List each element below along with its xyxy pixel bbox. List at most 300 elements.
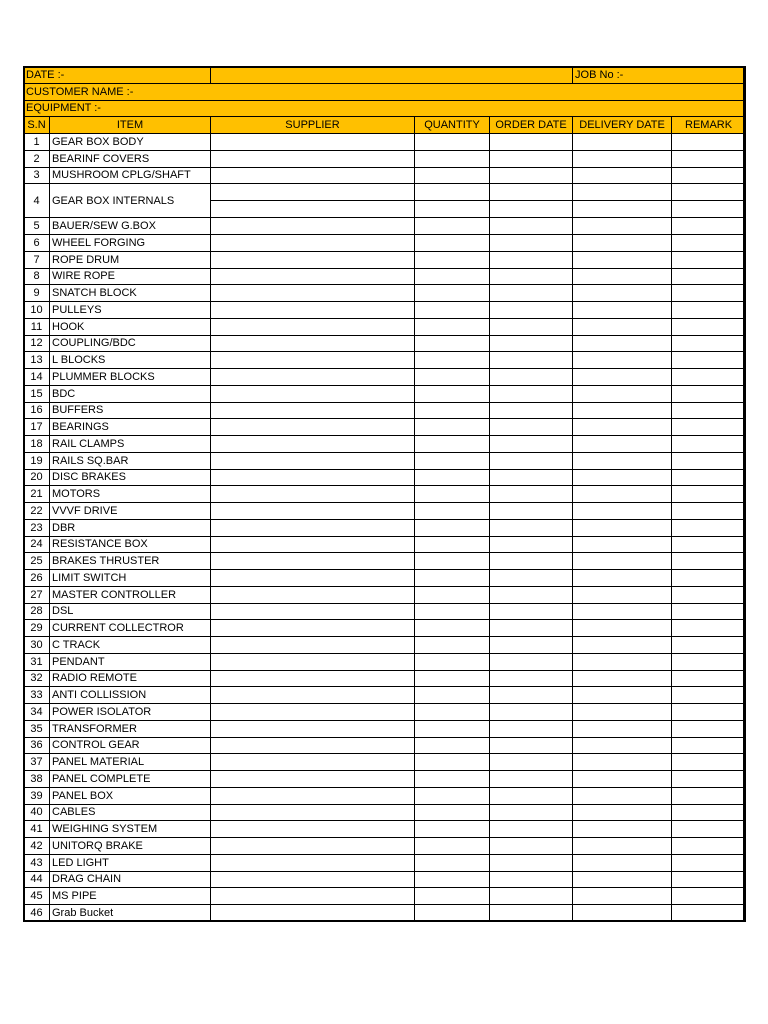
row-delivery-date-cell[interactable]: [573, 586, 672, 603]
row-remark-cell[interactable]: [672, 536, 746, 553]
row-item: PLUMMER BLOCKS: [50, 369, 211, 386]
row-delivery-date-cell[interactable]: [573, 687, 672, 704]
row-remark-cell[interactable]: [672, 804, 746, 821]
row-quantity-cell[interactable]: [415, 469, 490, 486]
row-order-date-cell[interactable]: [490, 218, 573, 235]
row-quantity-cell[interactable]: [415, 285, 490, 302]
row-order-date-cell[interactable]: [490, 720, 573, 737]
col-header-sn: S.N: [24, 117, 50, 134]
row-order-date-cell[interactable]: [490, 586, 573, 603]
row-remark-cell[interactable]: [672, 369, 746, 386]
row-item: BDC: [50, 385, 211, 402]
row-sn: 26: [24, 570, 50, 587]
row-quantity-cell[interactable]: [415, 888, 490, 905]
row-quantity-cell[interactable]: [415, 536, 490, 553]
row-order-date-cell[interactable]: [490, 402, 573, 419]
row-supplier-cell[interactable]: [211, 771, 415, 788]
row-order-date-cell[interactable]: [490, 570, 573, 587]
row-delivery-date-cell[interactable]: [573, 352, 672, 369]
row-order-date-cell[interactable]: [490, 352, 573, 369]
row-order-date-cell[interactable]: [490, 687, 573, 704]
row-item: RAILS SQ.BAR: [50, 452, 211, 469]
cell-divider: [573, 200, 671, 217]
row-remark-cell[interactable]: [672, 402, 746, 419]
row-remark-cell[interactable]: [672, 318, 746, 335]
row-quantity-cell[interactable]: [415, 369, 490, 386]
table-row: [24, 888, 746, 905]
row-sn: 31: [24, 653, 50, 670]
row-quantity-cell[interactable]: [415, 871, 490, 888]
row-order-date-cell[interactable]: [490, 486, 573, 503]
row-item: GEAR BOX INTERNALS: [50, 184, 211, 218]
table-row: [24, 385, 746, 402]
row-quantity-cell[interactable]: [415, 637, 490, 654]
row-supplier-cell[interactable]: [211, 167, 415, 184]
row-supplier-cell[interactable]: [211, 218, 415, 235]
row-quantity-cell[interactable]: [415, 854, 490, 871]
row-delivery-date-cell[interactable]: [573, 754, 672, 771]
row-order-date-cell[interactable]: [490, 318, 573, 335]
row-order-date-cell[interactable]: [490, 670, 573, 687]
row-supplier-cell[interactable]: [211, 570, 415, 587]
row-order-date-cell[interactable]: [490, 653, 573, 670]
row-supplier-cell[interactable]: [211, 637, 415, 654]
row-remark-cell[interactable]: [672, 184, 746, 218]
row-quantity-cell[interactable]: [415, 486, 490, 503]
row-order-date-cell[interactable]: [490, 335, 573, 352]
row-order-date-cell[interactable]: [490, 737, 573, 754]
row-delivery-date-cell[interactable]: [573, 184, 672, 218]
row-quantity-cell[interactable]: [415, 352, 490, 369]
row-supplier-cell[interactable]: [211, 519, 415, 536]
row-order-date-cell[interactable]: [490, 369, 573, 386]
row-supplier-cell[interactable]: [211, 586, 415, 603]
row-sn: 1: [24, 134, 50, 151]
table-row: [24, 150, 746, 167]
row-order-date-cell[interactable]: [490, 854, 573, 871]
row-quantity-cell[interactable]: [415, 385, 490, 402]
row-sn: 29: [24, 620, 50, 637]
row-supplier-cell[interactable]: [211, 536, 415, 553]
row-delivery-date-cell[interactable]: [573, 653, 672, 670]
row-supplier-cell[interactable]: [211, 704, 415, 721]
row-sn: 34: [24, 704, 50, 721]
row-order-date-cell[interactable]: [490, 452, 573, 469]
row-sn: 7: [24, 251, 50, 268]
row-order-date-cell[interactable]: [490, 838, 573, 855]
row-remark-cell[interactable]: [672, 787, 746, 804]
row-supplier-cell[interactable]: [211, 821, 415, 838]
row-quantity-cell[interactable]: [415, 905, 490, 922]
table-row: [24, 670, 746, 687]
row-supplier-cell[interactable]: [211, 905, 415, 922]
row-remark-cell[interactable]: [672, 251, 746, 268]
table-row: [24, 369, 746, 386]
row-supplier-cell[interactable]: [211, 385, 415, 402]
row-order-date-cell[interactable]: [490, 235, 573, 252]
row-supplier-cell[interactable]: [211, 854, 415, 871]
row-delivery-date-cell[interactable]: [573, 704, 672, 721]
row-delivery-date-cell[interactable]: [573, 419, 672, 436]
row-delivery-date-cell[interactable]: [573, 771, 672, 788]
row-supplier-cell[interactable]: [211, 888, 415, 905]
table-row: [24, 737, 746, 754]
row-order-date-cell[interactable]: [490, 603, 573, 620]
row-sn: 27: [24, 586, 50, 603]
row-supplier-cell[interactable]: [211, 603, 415, 620]
row-quantity-cell[interactable]: [415, 519, 490, 536]
row-delivery-date-cell[interactable]: [573, 787, 672, 804]
row-quantity-cell[interactable]: [415, 235, 490, 252]
row-remark-cell[interactable]: [672, 637, 746, 654]
row-order-date-cell[interactable]: [490, 519, 573, 536]
table-row: [24, 419, 746, 436]
row-sn: 10: [24, 302, 50, 319]
row-remark-cell[interactable]: [672, 452, 746, 469]
row-sn: 43: [24, 854, 50, 871]
row-quantity-cell[interactable]: [415, 150, 490, 167]
table-row: [24, 235, 746, 252]
row-sn: 40: [24, 804, 50, 821]
row-remark-cell[interactable]: [672, 352, 746, 369]
row-quantity-cell[interactable]: [415, 553, 490, 570]
row-item: L BLOCKS: [50, 352, 211, 369]
row-supplier-cell[interactable]: [211, 720, 415, 737]
row-quantity-cell[interactable]: [415, 452, 490, 469]
row-delivery-date-cell[interactable]: [573, 268, 672, 285]
row-item: BUFFERS: [50, 402, 211, 419]
row-sn: 2: [24, 150, 50, 167]
row-quantity-cell[interactable]: [415, 184, 490, 218]
row-delivery-date-cell[interactable]: [573, 737, 672, 754]
row-delivery-date-cell[interactable]: [573, 519, 672, 536]
row-remark-cell[interactable]: [672, 871, 746, 888]
row-supplier-cell[interactable]: [211, 754, 415, 771]
row-supplier-cell[interactable]: [211, 369, 415, 386]
row-delivery-date-cell[interactable]: [573, 804, 672, 821]
row-order-date-cell[interactable]: [490, 620, 573, 637]
row-delivery-date-cell[interactable]: [573, 167, 672, 184]
row-remark-cell[interactable]: [672, 335, 746, 352]
row-item: LIMIT SWITCH: [50, 570, 211, 587]
row-remark-cell[interactable]: [672, 268, 746, 285]
row-remark-cell[interactable]: [672, 838, 746, 855]
row-supplier-cell[interactable]: [211, 804, 415, 821]
row-remark-cell[interactable]: [672, 586, 746, 603]
row-supplier-cell[interactable]: [211, 452, 415, 469]
row-remark-cell[interactable]: [672, 771, 746, 788]
row-supplier-cell[interactable]: [211, 670, 415, 687]
row-delivery-date-cell[interactable]: [573, 838, 672, 855]
row-quantity-cell[interactable]: [415, 134, 490, 151]
table-row: [24, 620, 746, 637]
row-remark-cell[interactable]: [672, 620, 746, 637]
row-delivery-date-cell[interactable]: [573, 871, 672, 888]
row-sn: 24: [24, 536, 50, 553]
row-quantity-cell[interactable]: [415, 804, 490, 821]
row-order-date-cell[interactable]: [490, 150, 573, 167]
row-supplier-cell[interactable]: [211, 419, 415, 436]
row-order-date-cell[interactable]: [490, 821, 573, 838]
row-delivery-date-cell[interactable]: [573, 888, 672, 905]
row-delivery-date-cell[interactable]: [573, 821, 672, 838]
row-supplier-cell[interactable]: [211, 620, 415, 637]
row-remark-cell[interactable]: [672, 150, 746, 167]
row-quantity-cell[interactable]: [415, 787, 490, 804]
row-delivery-date-cell[interactable]: [573, 854, 672, 871]
row-order-date-cell[interactable]: [490, 251, 573, 268]
row-quantity-cell[interactable]: [415, 754, 490, 771]
row-delivery-date-cell[interactable]: [573, 720, 672, 737]
table-row: [24, 536, 746, 553]
row-remark-cell[interactable]: [672, 385, 746, 402]
row-quantity-cell[interactable]: [415, 251, 490, 268]
row-item: PANEL COMPLETE: [50, 771, 211, 788]
row-order-date-cell[interactable]: [490, 637, 573, 654]
row-remark-cell[interactable]: [672, 603, 746, 620]
row-quantity-cell[interactable]: [415, 335, 490, 352]
row-order-date-cell[interactable]: [490, 704, 573, 721]
row-order-date-cell[interactable]: [490, 134, 573, 151]
row-item: CONTROL GEAR: [50, 737, 211, 754]
row-remark-cell[interactable]: [672, 419, 746, 436]
row-supplier-cell[interactable]: [211, 268, 415, 285]
row-remark-cell[interactable]: [672, 235, 746, 252]
row-quantity-cell[interactable]: [415, 620, 490, 637]
row-remark-cell[interactable]: [672, 302, 746, 319]
row-remark-cell[interactable]: [672, 854, 746, 871]
row-remark-cell[interactable]: [672, 134, 746, 151]
row-delivery-date-cell[interactable]: [573, 235, 672, 252]
row-quantity-cell[interactable]: [415, 603, 490, 620]
row-quantity-cell[interactable]: [415, 167, 490, 184]
row-order-date-cell[interactable]: [490, 184, 573, 218]
col-header-item: ITEM: [50, 117, 211, 134]
customer-name-label[interactable]: CUSTOMER NAME :-: [24, 83, 746, 100]
table-row: [24, 871, 746, 888]
table-row: [24, 720, 746, 737]
row-quantity-cell[interactable]: [415, 586, 490, 603]
customer-row: [24, 83, 746, 100]
row-remark-cell[interactable]: [672, 553, 746, 570]
row-order-date-cell[interactable]: [490, 285, 573, 302]
row-remark-cell[interactable]: [672, 687, 746, 704]
row-order-date-cell[interactable]: [490, 469, 573, 486]
row-supplier-cell[interactable]: [211, 553, 415, 570]
row-delivery-date-cell[interactable]: [573, 251, 672, 268]
row-delivery-date-cell[interactable]: [573, 452, 672, 469]
row-supplier-cell[interactable]: [211, 871, 415, 888]
row-quantity-cell[interactable]: [415, 302, 490, 319]
row-remark-cell[interactable]: [672, 653, 746, 670]
row-delivery-date-cell[interactable]: [573, 402, 672, 419]
row-delivery-date-cell[interactable]: [573, 285, 672, 302]
row-supplier-cell[interactable]: [211, 503, 415, 520]
row-delivery-date-cell[interactable]: [573, 385, 672, 402]
row-remark-cell[interactable]: [672, 670, 746, 687]
row-order-date-cell[interactable]: [490, 436, 573, 453]
row-sn: 39: [24, 787, 50, 804]
row-sn: 46: [24, 905, 50, 922]
row-remark-cell[interactable]: [672, 503, 746, 520]
equipment-label[interactable]: EQUIPMENT :-: [24, 100, 746, 117]
row-remark-cell[interactable]: [672, 519, 746, 536]
row-order-date-cell[interactable]: [490, 503, 573, 520]
row-order-date-cell[interactable]: [490, 787, 573, 804]
row-quantity-cell[interactable]: [415, 268, 490, 285]
row-supplier-cell[interactable]: [211, 402, 415, 419]
row-order-date-cell[interactable]: [490, 553, 573, 570]
row-remark-cell[interactable]: [672, 704, 746, 721]
table-row: [24, 553, 746, 570]
row-sn: 32: [24, 670, 50, 687]
row-quantity-cell[interactable]: [415, 687, 490, 704]
row-remark-cell[interactable]: [672, 167, 746, 184]
row-sn: 13: [24, 352, 50, 369]
row-quantity-cell[interactable]: [415, 771, 490, 788]
row-supplier-cell[interactable]: [211, 436, 415, 453]
row-quantity-cell[interactable]: [415, 704, 490, 721]
table-row: [24, 687, 746, 704]
row-remark-cell[interactable]: [672, 737, 746, 754]
row-remark-cell[interactable]: [672, 218, 746, 235]
row-remark-cell[interactable]: [672, 888, 746, 905]
row-supplier-cell[interactable]: [211, 285, 415, 302]
row-supplier-cell[interactable]: [211, 134, 415, 151]
row-supplier-cell[interactable]: [211, 335, 415, 352]
row-delivery-date-cell[interactable]: [573, 670, 672, 687]
row-item: RAIL CLAMPS: [50, 436, 211, 453]
row-delivery-date-cell[interactable]: [573, 134, 672, 151]
row-supplier-cell[interactable]: [211, 469, 415, 486]
row-remark-cell[interactable]: [672, 570, 746, 587]
row-delivery-date-cell[interactable]: [573, 436, 672, 453]
row-delivery-date-cell[interactable]: [573, 469, 672, 486]
row-order-date-cell[interactable]: [490, 905, 573, 922]
row-delivery-date-cell[interactable]: [573, 486, 672, 503]
row-sn: 25: [24, 553, 50, 570]
row-quantity-cell[interactable]: [415, 670, 490, 687]
row-item: HOOK: [50, 318, 211, 335]
table-row: [24, 268, 746, 285]
table-row: [24, 503, 746, 520]
row-quantity-cell[interactable]: [415, 570, 490, 587]
row-delivery-date-cell[interactable]: [573, 620, 672, 637]
row-order-date-cell[interactable]: [490, 888, 573, 905]
row-quantity-cell[interactable]: [415, 218, 490, 235]
date-value-cell[interactable]: [211, 67, 573, 84]
table-row: [24, 469, 746, 486]
row-order-date-cell[interactable]: [490, 302, 573, 319]
table-row: [24, 402, 746, 419]
row-order-date-cell[interactable]: [490, 385, 573, 402]
row-remark-cell[interactable]: [672, 905, 746, 922]
row-supplier-cell[interactable]: [211, 318, 415, 335]
row-order-date-cell[interactable]: [490, 871, 573, 888]
row-remark-cell[interactable]: [672, 486, 746, 503]
table-row: [24, 838, 746, 855]
row-supplier-cell[interactable]: [211, 787, 415, 804]
row-quantity-cell[interactable]: [415, 653, 490, 670]
row-quantity-cell[interactable]: [415, 436, 490, 453]
row-supplier-cell[interactable]: [211, 687, 415, 704]
row-delivery-date-cell[interactable]: [573, 335, 672, 352]
row-delivery-date-cell[interactable]: [573, 570, 672, 587]
row-sn: 41: [24, 821, 50, 838]
row-quantity-cell[interactable]: [415, 503, 490, 520]
table-row: [24, 285, 746, 302]
row-supplier-cell[interactable]: [211, 486, 415, 503]
row-delivery-date-cell[interactable]: [573, 218, 672, 235]
row-supplier-cell[interactable]: [211, 653, 415, 670]
row-quantity-cell[interactable]: [415, 737, 490, 754]
row-remark-cell[interactable]: [672, 720, 746, 737]
row-delivery-date-cell[interactable]: [573, 503, 672, 520]
table-row: [24, 302, 746, 319]
row-order-date-cell[interactable]: [490, 771, 573, 788]
row-remark-cell[interactable]: [672, 469, 746, 486]
row-item: ANTI COLLISSION: [50, 687, 211, 704]
row-quantity-cell[interactable]: [415, 419, 490, 436]
row-supplier-cell[interactable]: [211, 150, 415, 167]
date-label: DATE :-: [24, 67, 211, 84]
row-delivery-date-cell[interactable]: [573, 905, 672, 922]
row-item: MOTORS: [50, 486, 211, 503]
row-supplier-cell[interactable]: [211, 235, 415, 252]
row-sn: 8: [24, 268, 50, 285]
row-quantity-cell[interactable]: [415, 720, 490, 737]
row-item: Grab Bucket: [50, 905, 211, 922]
row-order-date-cell[interactable]: [490, 804, 573, 821]
row-remark-cell[interactable]: [672, 436, 746, 453]
row-supplier-cell[interactable]: [211, 737, 415, 754]
row-order-date-cell[interactable]: [490, 536, 573, 553]
row-sn: 14: [24, 369, 50, 386]
row-item: LED LIGHT: [50, 854, 211, 871]
row-supplier-cell[interactable]: [211, 251, 415, 268]
row-item: ROPE DRUM: [50, 251, 211, 268]
row-quantity-cell[interactable]: [415, 838, 490, 855]
row-delivery-date-cell[interactable]: [573, 603, 672, 620]
row-remark-cell[interactable]: [672, 754, 746, 771]
row-order-date-cell[interactable]: [490, 419, 573, 436]
row-supplier-cell[interactable]: [211, 302, 415, 319]
row-quantity-cell[interactable]: [415, 318, 490, 335]
row-quantity-cell[interactable]: [415, 402, 490, 419]
row-delivery-date-cell[interactable]: [573, 150, 672, 167]
row-delivery-date-cell[interactable]: [573, 637, 672, 654]
date-job-row: [24, 67, 746, 84]
row-order-date-cell[interactable]: [490, 754, 573, 771]
row-delivery-date-cell[interactable]: [573, 302, 672, 319]
row-sn: 42: [24, 838, 50, 855]
row-remark-cell[interactable]: [672, 285, 746, 302]
row-supplier-cell[interactable]: [211, 352, 415, 369]
row-order-date-cell[interactable]: [490, 167, 573, 184]
table-row: [24, 653, 746, 670]
row-delivery-date-cell[interactable]: [573, 553, 672, 570]
row-quantity-cell[interactable]: [415, 821, 490, 838]
row-delivery-date-cell[interactable]: [573, 369, 672, 386]
row-supplier-cell[interactable]: [211, 184, 415, 218]
row-delivery-date-cell[interactable]: [573, 536, 672, 553]
row-delivery-date-cell[interactable]: [573, 318, 672, 335]
row-order-date-cell[interactable]: [490, 268, 573, 285]
row-supplier-cell[interactable]: [211, 838, 415, 855]
row-item: COUPLING/BDC: [50, 335, 211, 352]
row-remark-cell[interactable]: [672, 821, 746, 838]
cell-divider: [415, 200, 489, 217]
